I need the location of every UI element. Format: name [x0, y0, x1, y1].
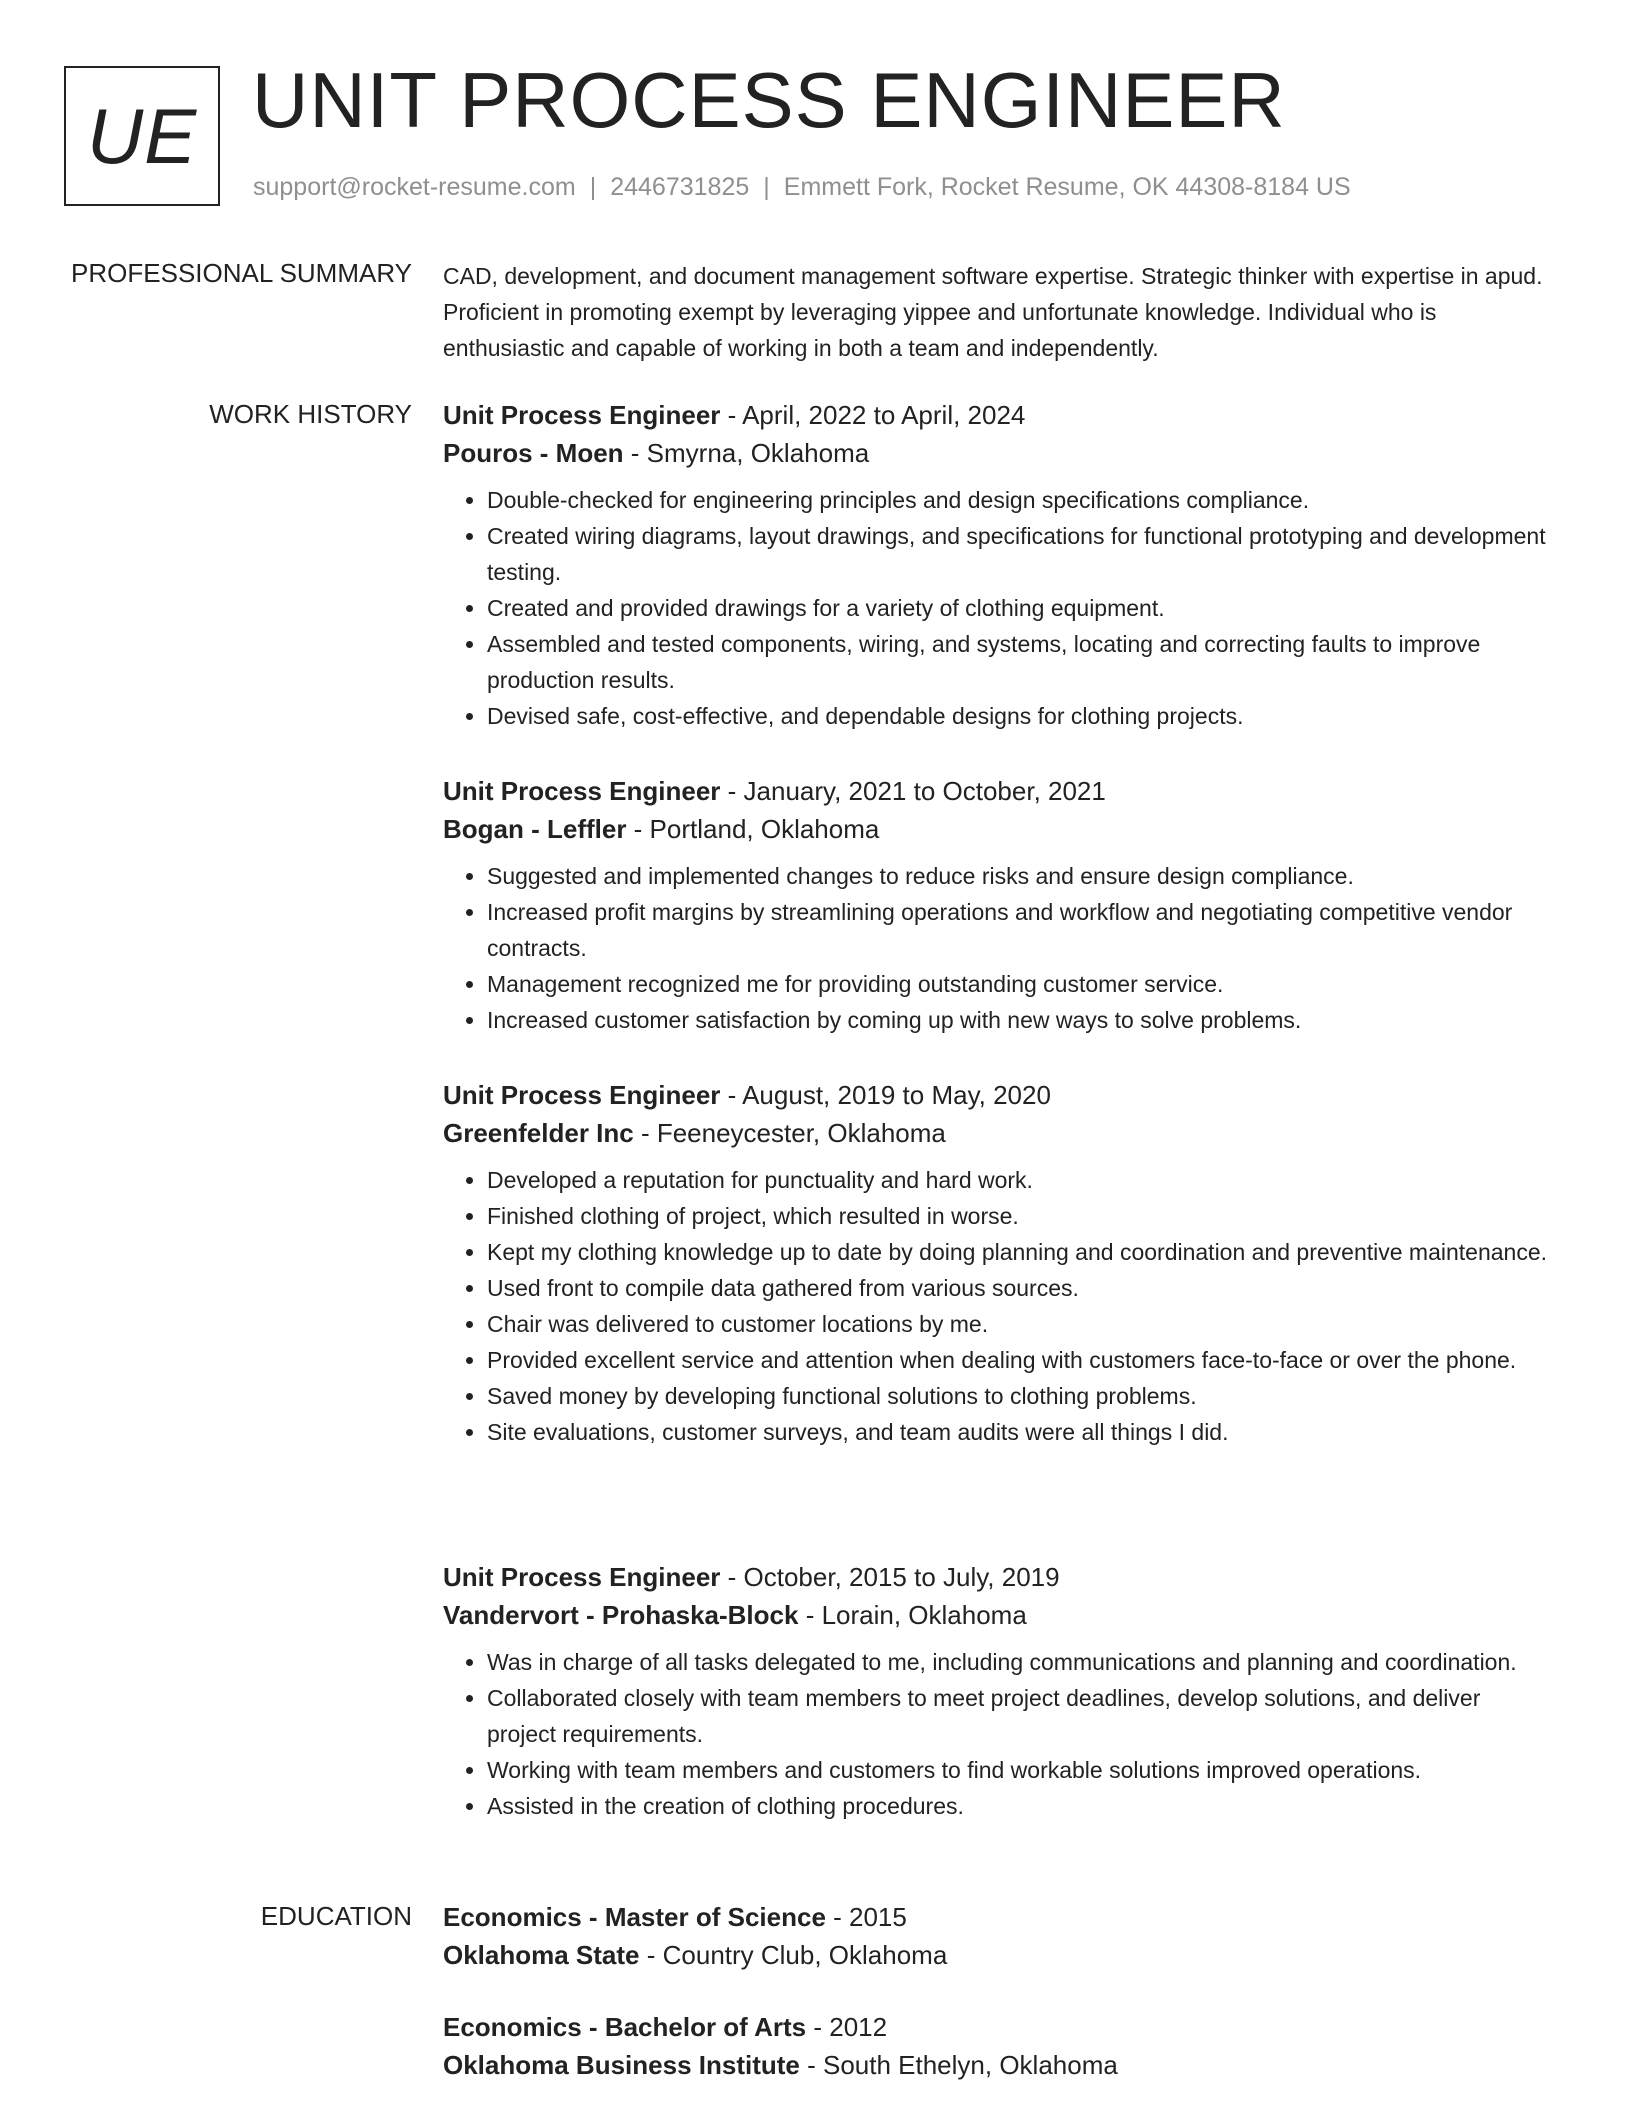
monogram-initials: UE	[64, 66, 220, 206]
job-bullet: • Kept my clothing knowledge up to date by doing planning and coordination and preventive maintenance.	[487, 1234, 1553, 1270]
job-location: - Feeneycester, Oklahoma	[633, 1118, 946, 1148]
summary-text: CAD, development, and document management software expertise. Strategic thinker with expertise in apud. Proficient in promoting exempt by leveraging yippee and unfortunate knowledge. Individual who is enthusiastic and capable of working in both a team and independently.	[443, 263, 1543, 361]
job-bullet: • Provided excellent service and attention when dealing with customers face-to-face or over the phone.	[487, 1342, 1553, 1378]
job-company: Vandervort - Prohaska-Block	[443, 1600, 799, 1630]
job-bullet: • Increased customer satisfaction by coming up with new ways to solve problems.	[487, 1002, 1553, 1038]
job-bullet: • Developed a reputation for punctuality and hard work.	[487, 1162, 1553, 1198]
job-bullet: • Increased profit margins by streamlining operations and workflow and negotiating competitive vendor contracts.	[487, 894, 1553, 966]
job-entry	[443, 1076, 1553, 1450]
school: Oklahoma Business Institute	[443, 2050, 800, 2080]
job-title-line	[443, 1558, 1553, 1596]
resume-title: UNIT PROCESS ENGINEER	[252, 56, 1286, 144]
job-bullet: • Site evaluations, customer surveys, and team audits were all things I did.	[487, 1414, 1553, 1450]
contact-email: support@rocket-resume.com	[253, 173, 576, 201]
job-title: Unit Process Engineer	[443, 400, 721, 430]
job-entry	[443, 396, 1553, 734]
school-location: - South Ethelyn, Oklahoma	[799, 2050, 1118, 2080]
job-dates: - August, 2019 to May, 2020	[720, 1080, 1051, 1110]
degree-year: - 2012	[806, 2012, 888, 2042]
job-title-line	[443, 396, 1553, 434]
job-title: Unit Process Engineer	[443, 776, 721, 806]
job-bullet: • Chair was delivered to customer locations by me.	[487, 1306, 1553, 1342]
job-company-line	[443, 1596, 1553, 1634]
degree: Economics - Master of Science	[443, 1902, 826, 1932]
job-bullet: • Finished clothing of project, which resulted in worse.	[487, 1198, 1553, 1234]
job-title: Unit Process Engineer	[443, 1562, 721, 1592]
job-bullet: • Was in charge of all tasks delegated to me, including communications and planning and coordination.	[487, 1644, 1553, 1680]
summary-section	[443, 258, 1553, 366]
job-bullet: • Used front to compile data gathered from various sources.	[487, 1270, 1553, 1306]
job-dates: - October, 2015 to July, 2019	[720, 1562, 1060, 1592]
contact-line	[253, 173, 1351, 202]
school: Oklahoma State	[443, 1940, 640, 1970]
contact-address: Emmett Fork, Rocket Resume, OK 44308-8184 US	[783, 173, 1351, 201]
job-bullet: • Created wiring diagrams, layout drawings, and specifications for functional prototyping and development testing.	[487, 518, 1553, 590]
job-bullet: • Assembled and tested components, wiring, and systems, locating and correcting faults to improve production results.	[487, 626, 1553, 698]
job-company-line	[443, 1114, 1553, 1152]
job-bullet: • Saved money by developing functional solutions to clothing problems.	[487, 1378, 1553, 1414]
job-dates: - April, 2022 to April, 2024	[720, 400, 1026, 430]
education-entry	[443, 1898, 1553, 1974]
contact-phone: 2446731825	[610, 173, 750, 201]
section-label-work-history: WORK HISTORY	[209, 399, 412, 429]
job-company-line	[443, 434, 1553, 472]
job-bullets	[443, 1644, 1553, 1824]
education-entry	[443, 2008, 1553, 2084]
section-label-education: EDUCATION	[260, 1901, 412, 1931]
job-location: - Smyrna, Oklahoma	[623, 438, 870, 468]
job-title-line	[443, 772, 1553, 810]
section-label-summary: PROFESSIONAL SUMMARY	[71, 258, 412, 288]
degree-line	[443, 1898, 1553, 1936]
job-bullet: • Working with team members and customers to find workable solutions improved operations.	[487, 1752, 1553, 1788]
job-bullet: • Double-checked for engineering principles and design specifications compliance.	[487, 482, 1553, 518]
job-dates: - January, 2021 to October, 2021	[720, 776, 1106, 806]
job-location: - Lorain, Oklahoma	[798, 1600, 1027, 1630]
job-location: - Portland, Oklahoma	[626, 814, 880, 844]
job-bullets	[443, 858, 1553, 1038]
job-company-line	[443, 810, 1553, 848]
school-location: - Country Club, Oklahoma	[639, 1940, 948, 1970]
job-bullet: • Created and provided drawings for a variety of clothing equipment.	[487, 590, 1553, 626]
job-company: Bogan - Leffler	[443, 814, 627, 844]
job-bullets	[443, 482, 1553, 734]
degree: Economics - Bachelor of Arts	[443, 2012, 807, 2042]
job-bullet: • Collaborated closely with team members to meet project deadlines, develop solutions, and deliver project requirements.	[487, 1680, 1553, 1752]
job-company: Greenfelder Inc	[443, 1118, 634, 1148]
job-bullet: • Devised safe, cost-effective, and dependable designs for clothing projects.	[487, 698, 1553, 734]
job-title: Unit Process Engineer	[443, 1080, 721, 1110]
degree-line	[443, 2008, 1553, 2046]
job-entry	[443, 1558, 1553, 1824]
job-bullets	[443, 1162, 1553, 1450]
job-bullet: • Assisted in the creation of clothing procedures.	[487, 1788, 1553, 1824]
school-line	[443, 1936, 1553, 1974]
job-entry	[443, 772, 1553, 1038]
contact-separator: |	[589, 173, 597, 201]
degree-year: - 2015	[825, 1902, 907, 1932]
job-company: Pouros - Moen	[443, 438, 624, 468]
job-bullet: • Suggested and implemented changes to reduce risks and ensure design compliance.	[487, 858, 1553, 894]
job-title-line	[443, 1076, 1553, 1114]
contact-separator: |	[763, 173, 770, 201]
job-bullet: • Management recognized me for providing outstanding customer service.	[487, 966, 1553, 1002]
school-line	[443, 2046, 1553, 2084]
